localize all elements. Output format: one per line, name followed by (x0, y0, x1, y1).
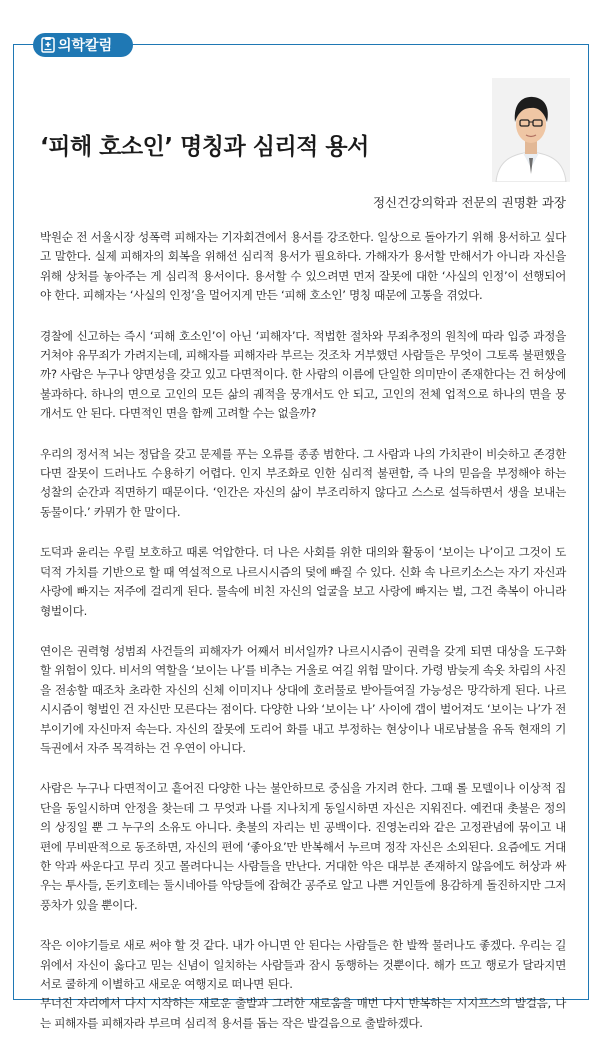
paragraph: 사람은 누구나 다면적이고 흩어진 다양한 나는 불안하므로 중심을 가지려 한다. 그때 롤 모델이나 이상적 집단을 동일시하며 안정을 찾는데 그 무엇과 나를 지나치게 동일시하면 자신은 지워진다. 예컨대 촛불은 정의의 상징일 뿐 그 누구의 소유도 아니다. 촛불의 자리는 빈 공백이다. 진영논리와 같은 고정관념에 묶이고 내 편에 무비판적으로 동조하면, 자신의 편에 ‘좋아요’만 반복해서 누르며 정작 자신은 소외된다. 요즘에도 거대한 악과 싸운다고 무리 짓고 몰려다니는 사람들을 만난다. 거대한 악은 대부분 존재하지 않음에도 허상과 싸우는 투사들, 돈키호테는 둘시네아를 악당들에 잡혀간 공주로 알고 나쁜 거인들에 용감하게 돌진하지만 그저 풍차가 있을 뿐이다. (40, 781, 566, 912)
paragraph: 우리의 정서적 뇌는 정답을 갖고 문제를 푸는 오류를 종종 범한다. 그 사람과 나의 가치관이 비슷하고 존경한다면 잘못이 드러나도 수용하기 어렵다. 인지 부조화로 인한 심리적 불편함, 즉 나의 믿음을 부정해야 하는 성찰의 순간과 직면하기 때문이다. ‘인간은 자신의 삶이 부조리하지 않다고 스스로 설득하면서 생을 보내는 동물이다.’ 카뮈가 한 말이다. (40, 446, 566, 519)
paragraph: 도덕과 윤리는 우릴 보호하고 때론 억압한다. 더 나은 사회를 위한 대의와 활동이 ‘보이는 나’이고 그것이 도덕적 가치를 기반으로 할 때 역설적으로 나르시시즘의 덫에 빠질 수 있다. 신화 속 나르키소스는 자기 자신과 사랑에 빠지는 저주에 걸리게 된다. 물속에 비친 자신의 얼굴을 보고 사랑에 빠지는 벌, 그건 축복이 아니라 형벌이다. (40, 545, 566, 618)
article-body (40, 228, 566, 1054)
column-tab (33, 33, 133, 57)
paragraph: 작은 이야기들로 새로 써야 할 것 같다. 내가 아니면 안 된다는 사람들은 한 발짝 물러나도 좋겠다. 우리는 길 위에서 자신이 옳다고 믿는 신념이 일치하는 사람들과 잠시 동행하는 것뿐이다. 해가 뜨고 행로가 달라지면 서로 쿨하게 이별하고 새로운 여행지로 떠나면 된다. (40, 938, 566, 991)
author-byline: 정신건강의학과 전문의 권명환 과장 (372, 195, 566, 210)
paragraph: 경찰에 신고하는 즉시 ‘피해 호소인’이 아닌 ‘피해자’다. 적법한 절차와 무죄추정의 원칙에 따라 입증 과정을 거쳐야 유무죄가 가려지는데, 피해자를 피해자라 부르는 것조차 거부했던 사람들은 무엇이 그토록 불편했을까? 사람은 누구나 양면성을 갖고 있고 다면적이다. 한 사람의 이름에 단일한 의미만이 존재한다는 건 허상에 불과하다. 하나의 면으로 고인의 모든 삶의 궤적을 뭉개서도 안 되고, 고인의 전체 업적으로 하나의 면을 뭉개서도 안 된다. 다면적인 면을 함께 고려할 수는 없을까? (40, 328, 566, 421)
paragraph: 박원순 전 서울시장 성폭력 피해자는 기자회견에서 용서를 강조한다. 일상으로 돌아가기 위해 용서하고 싶다고 말한다. 실제 피해자의 회복을 위해선 심리적 용서가 필요하다. 가해자가 용서할 만해서가 아니라 자신을 위해 상처를 놓아주는 게 심리적 용서이다. 용서할 수 있으려면 먼저 잘못에 대한 ‘사실의 인정’이 선행되어야 한다. 피해자는 ‘사실의 인정’을 멀어지게 만든 ‘피해 호소인’ 명칭 때문에 고통을 겪었다. (40, 230, 566, 303)
article-title: ‘피해 호소인’ 명칭과 심리적 용서 (40, 134, 369, 160)
column-tab-label: 의학칼럼 (58, 38, 113, 54)
paragraph: 연이은 권력형 성범죄 사건들의 피해자가 어째서 비서일까? 나르시시즘이 권력을 갖게 되면 대상을 도구화할 위험이 있다. 비서의 역할을 ‘보이는 나’를 비추는 거울로 여길 위험 말이다. 가령 밤늦게 속옷 차림의 사진을 전송할 때조차 초라한 자신의 신체 이미지나 상대에 호러물로 받아들여질 가능성은 망각하게 된다. 나르시시즘이 형벌인 건 자신만 모른다는 점이다. 다양한 나와 ‘보이는 나’ 사이에 갭이 벌어져도 ‘보이는 나’가 전부이기에 자신마저 속는다. 자신의 잘못에 도리어 화를 내고 부정하는 현상이나 내로남불을 유독 현재의 기득권에서 자주 목격하는 건 우연이 아니다. (40, 643, 566, 755)
medical-document-icon (41, 37, 55, 53)
author-photo (492, 78, 570, 182)
paragraph: 무너진 자리에서 다시 시작하는 새로운 출발과 그러한 새로움을 매번 다시 반복하는 시지프스의 발걸음, 나는 피해자를 피해자라 부르며 심리적 용서를 돕는 작은 발걸음으로 출발하겠다. (40, 996, 566, 1030)
